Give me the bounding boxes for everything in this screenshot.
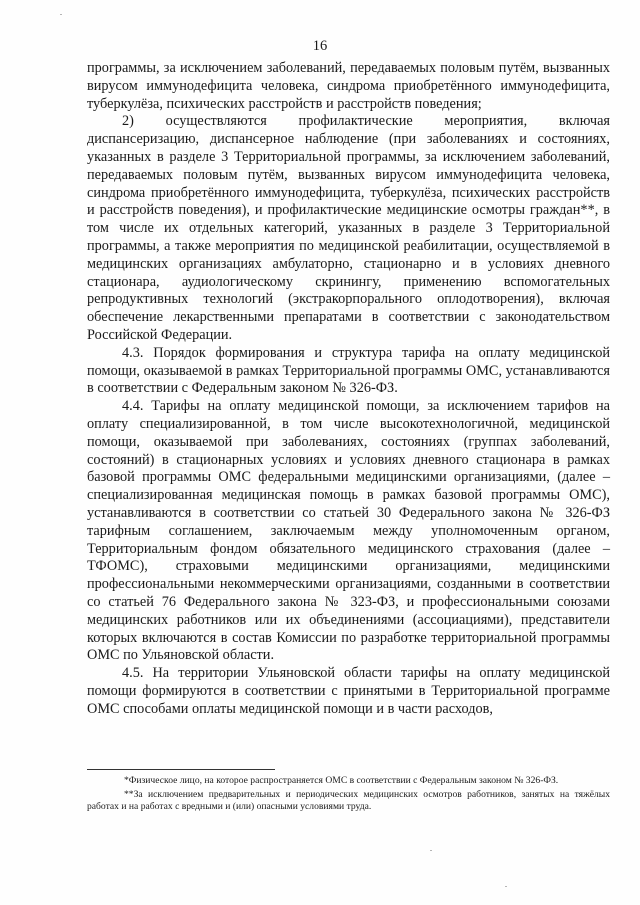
body-text xyxy=(87,60,610,718)
paragraph-continuation: программы, за исключением заболеваний, передаваемых половым путём, вызванных вирусом иммунодефицита человека, синдрома приобретённого иммунодефицита, туберкулёза, психических расстройств и расстройств поведения; xyxy=(87,60,610,112)
paragraph-item-2: 2) осуществляются профилактические мероприятия, включая диспансеризацию, диспансерное наблюдение (при заболеваниях и состояниях, указанных в разделе 3 Территориальной программы, за исключением заболеваний, передаваемых половым путём, вызванных вирусом иммунодефицита человека, синдрома приобретённого иммунодефицита, туберкулёза, психических расстройств и расстройств поведения), и профилактические медицинские осмотры граждан**, в том числе их отдельных категорий, указанных в разделе 3 Территориальной программы, а также мероприятия по медицинской реабилитации, осуществляемой в медицинских организациях амбулаторно, стационарно и в условиях дневного стационара, аудиологическому скринингу, применению вспомогательных репродуктивных технологий (экстракорпорального оплодотворения), включая обеспечение лекарственными препаратами в соответствии с законодательством Российской Федерации. xyxy=(87,113,610,343)
scan-speck xyxy=(505,886,507,887)
footnote-separator xyxy=(87,769,275,770)
scan-speck xyxy=(60,14,62,15)
page-number: 16 xyxy=(312,38,328,54)
scan-speck xyxy=(430,850,432,851)
paragraph-4-3: 4.3. Порядок формирования и структура тарифа на оплату медицинской помощи, оказываемой в рамках Территориальной программы ОМС, устанавливаются в соответствии с Федеральным законом № 326-ФЗ. xyxy=(87,344,610,397)
paragraph-4-5: 4.5. На территории Ульяновской области тарифы на оплату медицинской помощи формируются в соответствии с принятыми в Территориальной программе ОМС способами оплаты медицинской помощи и в части расходов, xyxy=(87,665,610,717)
footnotes xyxy=(87,775,610,815)
footnote-2: **За исключением предварительных и периодических медицинских осмотров работников, занятых на тяжёлых работах и на работах с вредными и (или) опасными условиями труда. xyxy=(87,788,610,813)
paragraph-4-4: 4.4. Тарифы на оплату медицинской помощи, за исключением тарифов на оплату специализированной, в том числе высокотехнологичной, медицинской помощи, оказываемой при заболеваниях, состояниях (группах заболеваний, состояний) в стационарных условиях и условиях дневного стационара в рамках базовой программы ОМС федеральными медицинскими организациями, (далее – специализированная медицинская помощь в рамках базовой программы ОМС), устанавливаются в соответствии со статьей 30 Федерального закона № 326-ФЗ тарифным соглашением, заключаемым между уполномоченным органом, Территориальным фондом обязательного медицинского страхования (далее – ТФОМС), страховыми медицинскими организациями, медицинскими профессиональными некоммерческими организациями, созданными в соответствии со статьей 76 Федерального закона № 323-ФЗ, и профессиональными союзами медицинских работников или их объединениями (ассоциациями), представители которых включаются в состав Комиссии по разработке территориальной программы ОМС по Ульяновской области. xyxy=(87,398,610,664)
footnote-1: *Физическое лицо, на которое распространяется ОМС в соответствии с Федеральным законом № 326-ФЗ. xyxy=(124,775,559,786)
